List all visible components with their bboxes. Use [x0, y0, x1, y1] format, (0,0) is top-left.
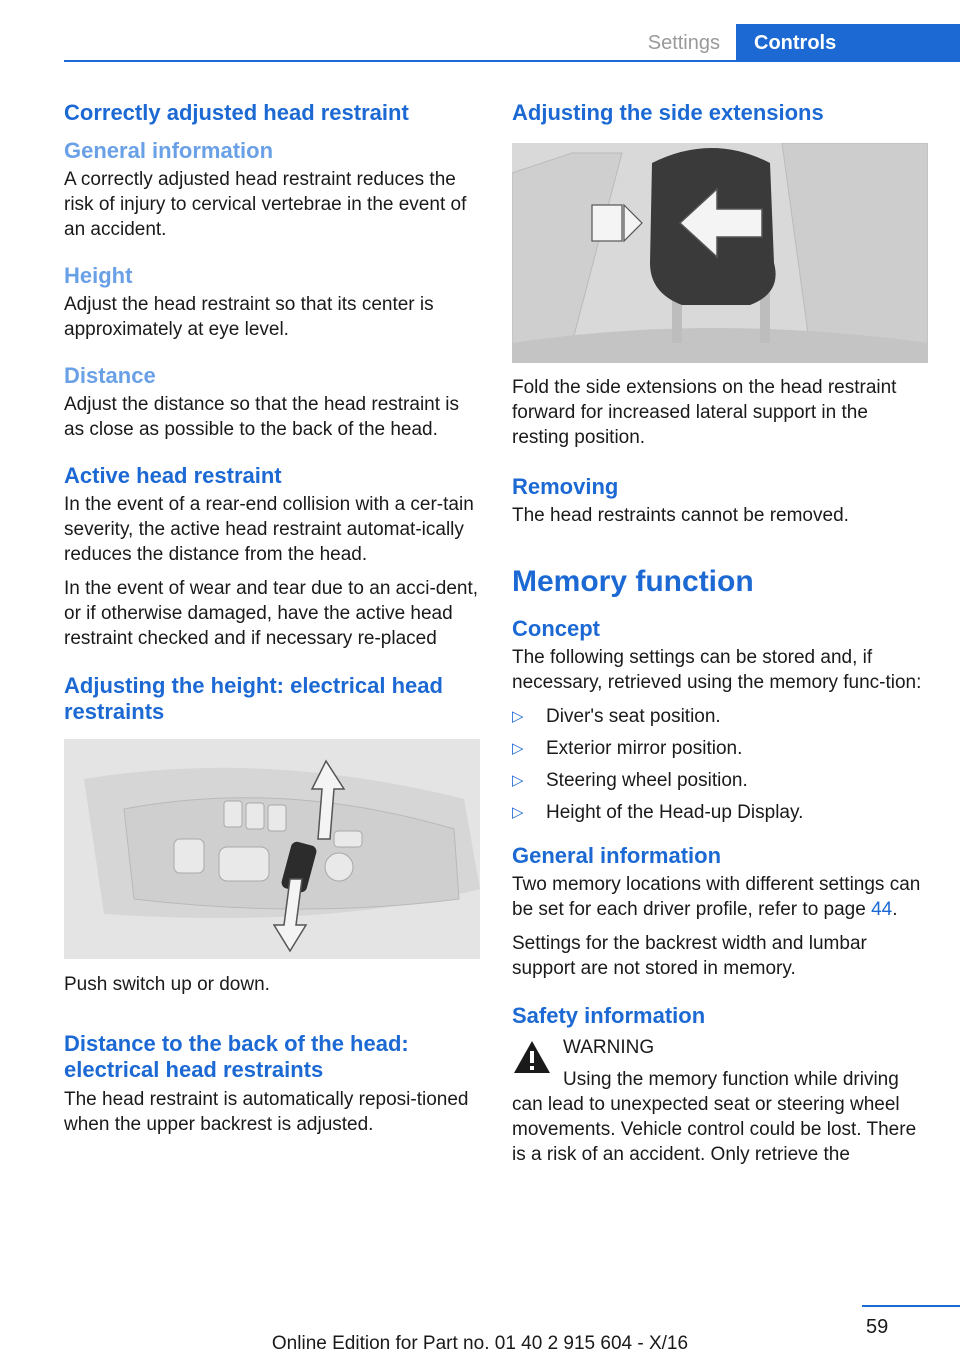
warning-text: can lead to unexpected seat or steering wheel movements. Vehicle control could be lost. There is a risk of an accident. Only retrieve the — [512, 1094, 917, 1165]
heading-side-extensions: Adjusting the side extensions — [512, 100, 824, 125]
list-item-text: Height of the Head-up Display. — [546, 802, 804, 823]
warning-label: WARNING — [563, 1037, 655, 1058]
heading-removing: Removing — [512, 474, 619, 499]
para-general-memory-2: Settings for the backrest width and lumbar support are not stored in memory. — [512, 933, 867, 979]
header-rule — [64, 60, 960, 62]
warning-triangle-icon — [512, 1039, 552, 1075]
warning-block — [512, 1035, 928, 1167]
seat-switch-illustration — [64, 739, 480, 959]
triangle-bullet-icon: ▷ — [512, 740, 524, 757]
heading-active-head-restraint: Active head restraint — [64, 463, 282, 488]
heading-general-information-memory: General information — [512, 843, 722, 868]
triangle-bullet-icon: ▷ — [512, 772, 524, 789]
para-height: Adjust the head restraint so that its center is approximately at eye level. — [64, 294, 434, 340]
para-side-extensions: Fold the side extensions on the head restraint forward for increased lateral support in the resting position. — [512, 377, 897, 448]
heading-safety-information: Safety information — [512, 1003, 706, 1028]
header-chapter-tab: Controls — [736, 24, 960, 62]
para-distance: Adjust the distance so that the head restraint is as close as possible to the back of the head. — [64, 394, 460, 440]
right-column — [512, 100, 928, 1167]
heading-correct-head-restraint: Correctly adjusted head restraint — [64, 100, 409, 125]
page-link-44[interactable]: 44 — [871, 899, 893, 920]
heading-memory-function: Memory function — [512, 565, 754, 598]
left-column — [64, 100, 482, 1137]
head-restraint-illustration — [512, 143, 928, 363]
para-distance-back-of-head: The head restraint is automatically reposi-tioned when the upper backrest is adjusted. — [64, 1089, 469, 1135]
footer-edition: Online Edition for Part no. 01 40 2 915 604 - X/16 — [271, 1333, 689, 1354]
triangle-bullet-icon: ▷ — [512, 804, 524, 821]
heading-distance: Distance — [64, 363, 156, 388]
heading-height: Height — [64, 263, 133, 288]
para-active-1: In the event of a rear-end collision with a cer-tain severity, the active head restraint automat-ically reduces the distance from the head. — [64, 494, 474, 565]
list-item — [512, 736, 928, 761]
list-item — [512, 704, 928, 729]
para-active-2: In the event of wear and tear due to an acci-dent, or if otherwise damaged, have the active head restraint checked and if necessary re-placed — [64, 578, 479, 649]
para-general-memory-1 — [512, 872, 928, 922]
heading-adjust-height-electrical: Adjusting the height: electrical head restraints — [64, 673, 443, 724]
figure-seat-switch — [64, 739, 480, 959]
heading-distance-back-of-head: Distance to the back of the head: electrical head restraints — [64, 1031, 409, 1082]
list-item — [512, 800, 928, 825]
figure-caption-push-switch: Push switch up or down. — [64, 974, 270, 995]
figure-head-restraint — [512, 143, 928, 363]
para-removing: The head restraints cannot be removed. — [512, 505, 849, 526]
list-item-text: Exterior mirror position. — [546, 738, 743, 759]
header-section-label: Settings — [647, 32, 720, 54]
para-general-information: A correctly adjusted head restraint reduces the risk of injury to cervical vertebrae in the event of an accident. — [64, 169, 467, 240]
triangle-bullet-icon: ▷ — [512, 708, 524, 725]
para-text-end: . — [892, 899, 898, 920]
heading-general-information: General information — [64, 138, 274, 163]
page-header — [0, 0, 960, 62]
page-number: 59 — [866, 1316, 889, 1338]
warning-text-first-line: Using the memory function while driving — [563, 1069, 899, 1090]
list-item-text: Diver's seat position. — [546, 706, 721, 727]
memory-settings-list — [512, 704, 928, 825]
list-item — [512, 768, 928, 793]
list-item-text: Steering wheel position. — [546, 770, 748, 791]
footer-rule — [862, 1305, 960, 1307]
heading-concept: Concept — [512, 616, 600, 641]
para-concept: The following settings can be stored and, if necessary, retrieved using the memory func-tion: — [512, 647, 922, 693]
para-text: Two memory locations with different settings can be set for each driver profile, refer to page — [512, 874, 921, 920]
